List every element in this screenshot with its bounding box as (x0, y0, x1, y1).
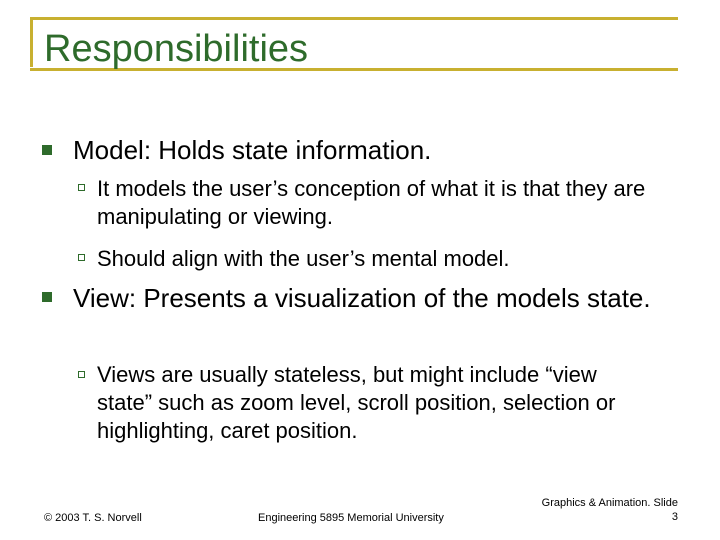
bullet-square-icon (42, 292, 52, 302)
sub-bullet-hollow-square-icon (78, 184, 85, 191)
sub-bullet-view-1-text: Views are usually stateless, but might include “view state” such as zoom level, scroll position, selection or highlighting, caret position. (97, 362, 616, 443)
footer-copyright: © 2003 T. S. Norvell (44, 512, 142, 524)
frame-left-line (30, 17, 33, 67)
slide-title: Responsibilities (44, 28, 309, 70)
bullet-model-text: Model: Holds state information. (73, 135, 432, 165)
footer-slide-label: Graphics & Animation. Slide (541, 497, 678, 509)
bullet-square-icon (42, 145, 52, 155)
sub-bullet-hollow-square-icon (78, 371, 85, 378)
footer-slide-number: 3 (671, 511, 678, 523)
bullet-view-text: View: Presents a visualization of the models state. (73, 283, 651, 313)
footer-slide-info (542, 496, 678, 524)
sub-bullet-hollow-square-icon (78, 254, 85, 261)
frame-top-line (30, 17, 678, 20)
sub-bullet-model-1-text: It models the user’s conception of what it is that they are manipulating or viewing. (97, 176, 646, 229)
footer-course: Engineering 5895 Memorial University (258, 512, 444, 524)
sub-bullet-model-2-text: Should align with the user’s mental model. (97, 246, 510, 271)
